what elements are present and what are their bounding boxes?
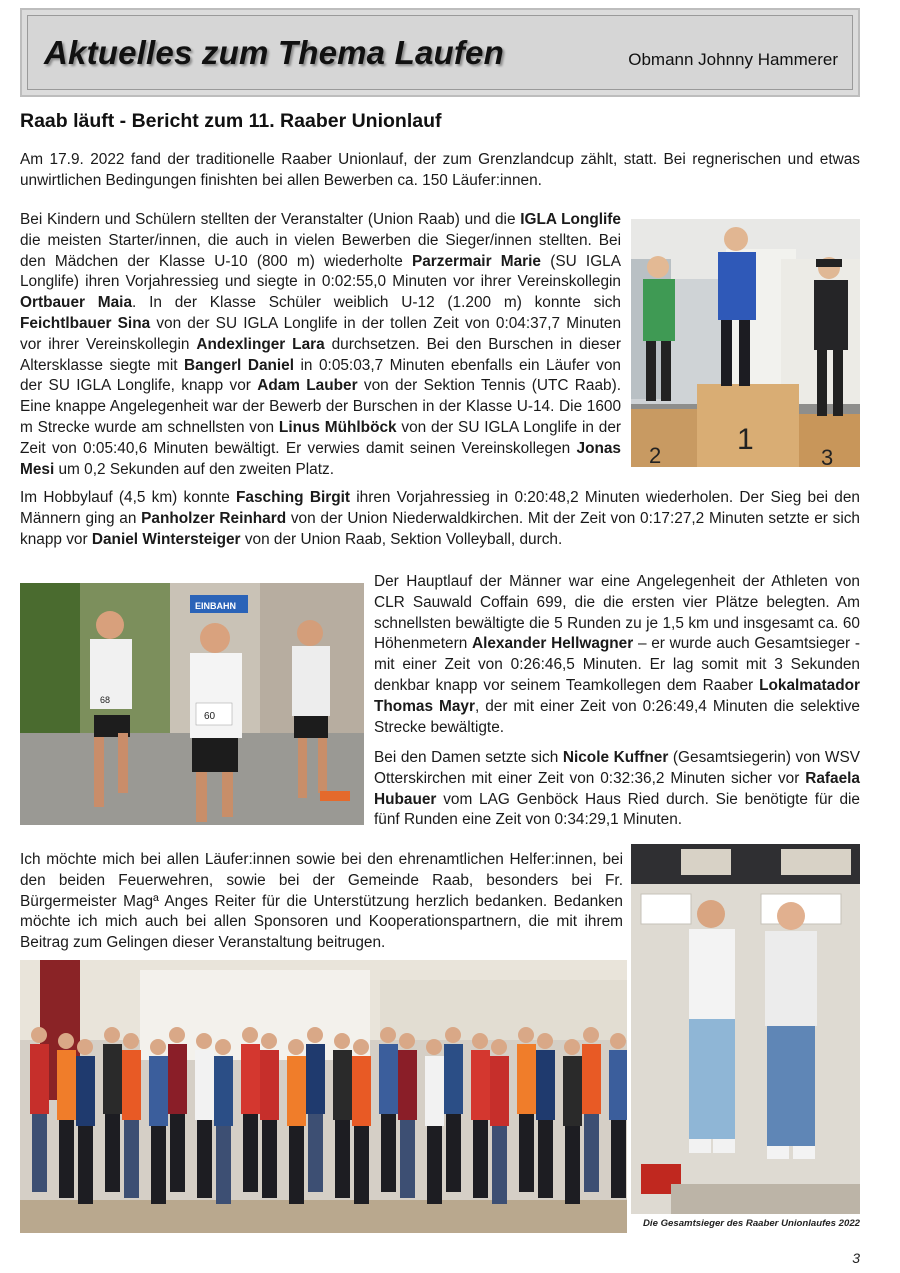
bold-name-run: Jonas Mesi: [20, 439, 621, 478]
section-title: Aktuelles zum Thema Laufen: [44, 34, 504, 71]
text-run: – er wurde auch Gesamtsieger - mit einer Zeit von 0:26:46,5 Minuten. Er lag somit mit 3 Sekunden denkbar knapp vor seinem Teamkollegen dem Raaber: [374, 635, 861, 694]
crowd-person-legs: [59, 1120, 74, 1198]
crowd-person-body: [609, 1050, 627, 1120]
text-run: die meisten Starter/innen, die auch in vielen Bewerben die Sieger/innen stellten. Bei den Mädchen der Klasse U-10 (800 m) wiederholte: [20, 231, 621, 270]
crowd-person-head: [31, 1027, 47, 1043]
bold-name-run: Parzermair Marie: [411, 252, 541, 270]
text-run: durchsetzen. Bei den Burschen in dieser Altersklasse siegte mit: [20, 335, 621, 374]
crowd-person-head: [58, 1033, 74, 1049]
crowd-person-head: [169, 1027, 185, 1043]
crowd-person-legs: [519, 1114, 534, 1192]
bold-name-run: Linus Mühlböck: [278, 418, 397, 436]
text-run: Bei den Damen setzte sich: [374, 749, 563, 766]
podium-kids-photo: [631, 219, 860, 467]
text-run: . In der Klasse Schüler weiblich U-12 (1.200 m) konnte sich: [132, 294, 621, 312]
text-run: von der SU IGLA Longlife in der tollen Zeit von 0:04:37,7 Minuten vor ihrer Vereinskollegin: [20, 314, 621, 353]
crowd-person-legs: [538, 1120, 553, 1198]
bold-name-run: Adam Lauber: [257, 377, 358, 395]
crowd-person-legs: [446, 1114, 461, 1192]
paragraph-main-run-women: [374, 748, 860, 831]
crowd-person-legs: [151, 1126, 166, 1204]
crowd-person-head: [215, 1039, 231, 1055]
crowd-person-legs: [584, 1114, 599, 1192]
bold-name-run: Feichtlbauer Sina: [20, 314, 151, 332]
bold-name-run: Lokalmatador Thomas Mayr: [374, 676, 860, 715]
crowd-person-legs: [565, 1126, 580, 1204]
crowd-person-head: [399, 1033, 415, 1049]
paragraph-intro: [20, 150, 860, 192]
text-run: , der mit einer Zeit von 0:26:49,4 Minuten die selektive Strecke bewältigte.: [374, 697, 860, 736]
crowd-person-head: [426, 1039, 442, 1055]
crowd-person-legs: [197, 1120, 212, 1198]
crowd-person-head: [491, 1039, 507, 1055]
svg-text:1: 1: [737, 423, 754, 456]
text-run: ihren Vorjahressieg in 0:20:48,2 Minuten wiederholen. Der Sieg bei den Männern ging an: [20, 489, 860, 527]
svg-text:2: 2: [649, 443, 662, 467]
photo-caption-winners: Die Gesamtsieger des Raaber Unionlaufes 2022: [642, 1218, 860, 1229]
crowd-person-head: [518, 1027, 534, 1043]
paragraph-main-run-men: [374, 572, 860, 738]
page-number: 3: [852, 1250, 860, 1266]
bold-name-run: Panholzer Reinhard: [141, 509, 287, 527]
crowd-person-head: [472, 1033, 488, 1049]
crowd-person-body: [57, 1050, 76, 1120]
crowd-person-body: [471, 1050, 490, 1120]
crowd-person-legs: [216, 1126, 231, 1204]
section-author: Obmann Johnny Hammerer: [628, 50, 838, 69]
svg-text:68: 68: [100, 695, 111, 705]
crowd-person-body: [103, 1044, 122, 1114]
text-run: Im Hobbylauf (4,5 km) konnte: [20, 489, 237, 506]
crowd-person-legs: [473, 1120, 488, 1198]
bold-name-run: Alexander Hellwagner: [471, 635, 634, 653]
overall-winners-photo: [631, 844, 860, 1214]
crowd-person-legs: [105, 1114, 120, 1192]
crowd-person-head: [242, 1027, 258, 1043]
crowd-person-body: [425, 1056, 444, 1126]
runners-race-photo: [20, 583, 364, 825]
svg-text:60: 60: [204, 711, 216, 722]
text-run: Ich möchte mich bei allen Läufer:innen sowie bei den ehrenamtlichen Helfer:innen, bei den beiden Feuerwehren, sowie bei der Gemeinde Raab, besonders bei Fr. Bürgermeister Magª Anges Reiter für die Unterstützung herzlich bedanken. Bedanken möchte ich mich auch bei allen Sponsoren und Kooperationspartnern, die mit ihrem Beitrag zum Gelingen dieser Veranstaltung beitrugen.: [20, 851, 623, 952]
crowd-person-head: [537, 1033, 553, 1049]
bold-name-run: Nicole Kuffner: [562, 749, 669, 766]
crowd-person-head: [307, 1027, 323, 1043]
bold-name-run: Daniel Wintersteiger: [91, 530, 241, 548]
text-run: Der Hauptlauf der Männer war eine Angelegenheit der Athleten von CLR Sauwald Coffain 699, die die ersten vier Plätze belegten. Am schnellsten bewältigte die 5 Runden zu je 1,5 km und insgesamt ca. 60 Höhenmetern: [374, 573, 860, 653]
paragraph-thanks: [20, 850, 623, 954]
crowd-person-head: [583, 1027, 599, 1043]
crowd-person-head: [196, 1033, 212, 1049]
crowd-person-legs: [354, 1126, 369, 1204]
crowd-person-legs: [262, 1120, 277, 1198]
crowd-person-head: [150, 1039, 166, 1055]
text-run: von der Union Raab, Sektion Volleyball, durch.: [240, 530, 563, 548]
text-run: von der Union Niederwaldkirchen. Mit der Zeit von 0:17:27,2 Minuten setzte er sich knapp vor: [20, 509, 860, 548]
crowd-person-body: [30, 1044, 49, 1114]
text-run: um 0,2 Sekunden auf den zweiten Platz.: [54, 460, 334, 478]
text-run: (Gesamtsiegerin) von WSV Otterskirchen mit einer Zeit von 0:32:36,2 Minuten sicher vor: [374, 749, 860, 787]
crowd-person-body: [563, 1056, 582, 1126]
crowd-person-head: [123, 1033, 139, 1049]
crowd-person-head: [77, 1039, 93, 1055]
svg-text:3: 3: [821, 445, 834, 467]
crowd-person-body: [122, 1050, 141, 1120]
crowd-person-head: [104, 1027, 120, 1043]
text-run: von der Sektion Tennis (UTC Raab). Eine knappe Angelegenheit war der Bewerb der Burschen in der Klasse U-14. Die 1600 m Strecke wurde am schnellsten von: [20, 377, 621, 436]
crowd-person-legs: [124, 1120, 139, 1198]
text-run: Bei Kindern und Schülern stellten der Veranstalter (Union Raab) und die: [20, 211, 521, 228]
crowd-person-body: [214, 1056, 233, 1126]
page-header-banner: [20, 8, 860, 97]
crowd-person-head: [610, 1033, 626, 1049]
crowd-person-body: [333, 1050, 352, 1120]
paragraph-hobby-run: [20, 488, 860, 550]
group-award-ceremony-photo: [20, 960, 627, 1233]
crowd-person-head: [353, 1039, 369, 1055]
bold-name-run: Fasching Birgit: [236, 489, 351, 506]
text-run: vom LAG Genböck Haus Ried durch. Sie benötigte für die fünf Runden eine Zeit von 0:34:29,1 Minuten.: [374, 790, 860, 829]
crowd-person-head: [564, 1039, 580, 1055]
bold-name-run: Andexlinger Lara: [196, 335, 325, 353]
crowd-person-body: [444, 1044, 463, 1114]
crowd-person-legs: [427, 1126, 442, 1204]
crowd-person-head: [445, 1027, 461, 1043]
crowd-person-body: [76, 1056, 95, 1126]
crowd-person-body: [398, 1050, 417, 1120]
crowd-person-legs: [32, 1114, 47, 1192]
bold-name-run: IGLA Longlife: [520, 211, 621, 228]
text-run: in 0:05:03,7 Minuten ebenfalls ein Läufer von der SU IGLA Longlife, knapp vor: [20, 356, 621, 395]
bold-name-run: Rafaela Hubauer: [374, 769, 860, 808]
text-run: Am 17.9. 2022 fand der traditionelle Raaber Unionlauf, der zum Grenzlandcup zählt, statt. Bei regnerischen und etwas unwirtlichen Bedingungen finishten bei allen Bewerben ca. 150 Läufer:innen.: [20, 151, 860, 189]
crowd-person-legs: [78, 1126, 93, 1204]
paragraph-kids-results: [20, 210, 621, 480]
header-inner-frame: [27, 15, 853, 90]
crowd-person-head: [334, 1033, 350, 1049]
crowd-person-legs: [243, 1114, 258, 1192]
crowd-person-head: [261, 1033, 277, 1049]
crowd-person-body: [536, 1050, 555, 1120]
crowd-person-body: [241, 1044, 260, 1114]
text-run: (SU IGLA Longlife) ihren Vorjahressieg und siegte in 0:02:55,0 Minuten vor ihrer Vereinskollegin: [20, 252, 621, 291]
crowd-person-head: [288, 1039, 304, 1055]
crowd-person-legs: [381, 1114, 396, 1192]
crowd-person-legs: [170, 1114, 185, 1192]
crowd-person-legs: [289, 1126, 304, 1204]
text-run: von der SU IGLA Longlife in der Zeit von 0:05:40,6 Minuten bewältigt. Er verwies damit seinen Vereinskollegen: [20, 418, 622, 457]
crowd-person-body: [287, 1056, 306, 1126]
svg-text:EINBAHN: EINBAHN: [195, 601, 237, 611]
crowd-person-body: [517, 1044, 536, 1114]
crowd-person-body: [168, 1044, 187, 1114]
crowd-person-legs: [492, 1126, 507, 1204]
crowd-person-body: [379, 1044, 398, 1114]
crowd-person-legs: [308, 1114, 323, 1192]
crowd-person-legs: [611, 1120, 626, 1198]
crowd-person-body: [490, 1056, 509, 1126]
article-headline: Raab läuft - Bericht zum 11. Raaber Unionlauf: [20, 110, 442, 132]
bold-name-run: Bangerl Daniel: [184, 356, 295, 374]
crowd-person-body: [306, 1044, 325, 1114]
crowd-person-body: [352, 1056, 371, 1126]
crowd-person-body: [582, 1044, 601, 1114]
crowd-person-legs: [400, 1120, 415, 1198]
crowd-person-legs: [335, 1120, 350, 1198]
crowd-person-body: [149, 1056, 168, 1126]
crowd-person-body: [260, 1050, 279, 1120]
crowd-person-body: [195, 1050, 214, 1120]
crowd-person-head: [380, 1027, 396, 1043]
bold-name-run: Ortbauer Maia: [20, 294, 133, 312]
